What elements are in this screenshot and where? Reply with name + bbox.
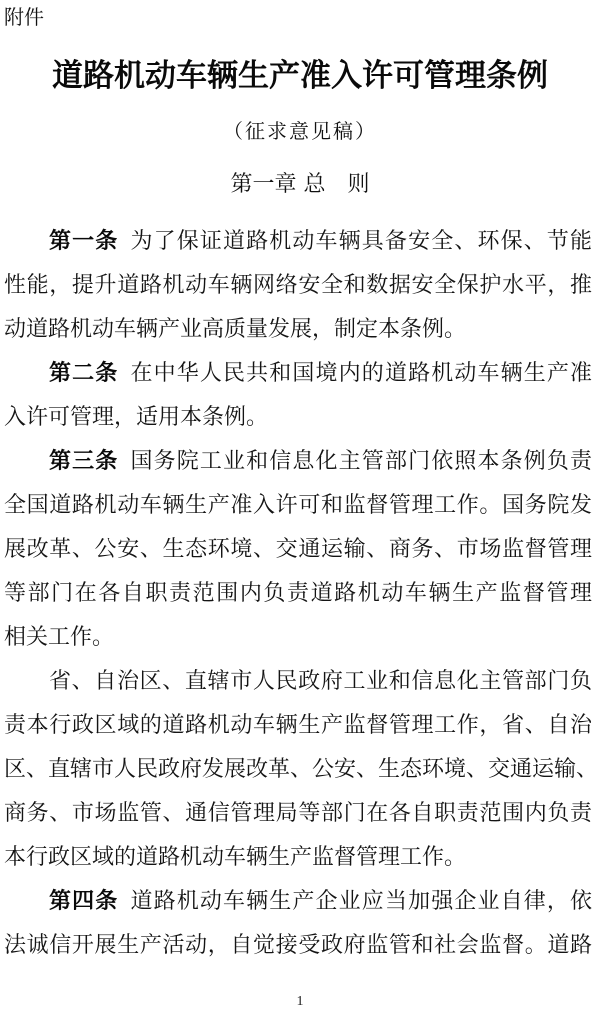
article-4-line-1 — [49, 887, 592, 917]
attachment-label: 附件 — [4, 5, 44, 29]
article-text: 道路机动车辆生产企业应当加强企业自律，依 — [129, 889, 592, 914]
article-2-line-2: 入许可管理，适用本条例。 — [4, 405, 269, 430]
article-4-line-2: 法诚信开展生产活动，自觉接受政府监管和社会监督。道路 — [4, 933, 592, 958]
article-text: 为了保证道路机动车辆具备安全、环保、节能 — [129, 229, 592, 254]
article-number: 第一条 — [49, 229, 119, 254]
article-number: 第二条 — [49, 361, 119, 386]
article-3-line-5: 相关工作。 — [4, 625, 115, 650]
article-1-line-1 — [49, 227, 592, 257]
article-3-para-2-line-5: 本行政区域的道路机动车辆生产监督管理工作。 — [4, 845, 467, 870]
article-text: 在中华人民共和国境内的道路机动车辆生产准 — [129, 361, 592, 386]
article-number: 第四条 — [49, 889, 119, 914]
article-text: 国务院工业和信息化主管部门依照本条例负责 — [129, 449, 592, 474]
article-number: 第三条 — [49, 449, 119, 474]
article-3-para-2-line-3: 区、直辖市人民政府发展改革、公安、生态环境、交通运输、 — [4, 757, 599, 782]
page-number: 1 — [296, 994, 304, 1009]
article-3-para-2-line-1: 省、自治区、直辖市人民政府工业和信息化主管部门负 — [49, 669, 592, 694]
chapter-heading: 第一章 总 则 — [230, 172, 370, 197]
article-3-line-1 — [49, 447, 592, 477]
article-3-line-4: 等部门在各自职责范围内负责道路机动车辆生产监督管理 — [4, 581, 592, 606]
article-1-line-3: 动道路机动车辆产业高质量发展，制定本条例。 — [4, 317, 467, 342]
article-3-para-2-line-2: 责本行政区域的道路机动车辆生产监督管理工作，省、自治 — [4, 713, 592, 738]
document-subtitle: （征求意见稿） — [223, 119, 377, 143]
article-2-line-1 — [49, 359, 592, 389]
document-title: 道路机动车辆生产准入许可管理条例 — [52, 58, 548, 94]
article-3-line-2: 全国道路机动车辆生产准入许可和监督管理工作。国务院发 — [4, 493, 592, 518]
article-1-line-2: 性能，提升道路机动车辆网络安全和数据安全保护水平，推 — [4, 273, 592, 298]
article-3-line-3: 展改革、公安、生态环境、交通运输、商务、市场监督管理 — [4, 537, 592, 562]
article-3-para-2-line-4: 商务、市场监管、通信管理局等部门在各自职责范围内负责 — [4, 801, 592, 826]
